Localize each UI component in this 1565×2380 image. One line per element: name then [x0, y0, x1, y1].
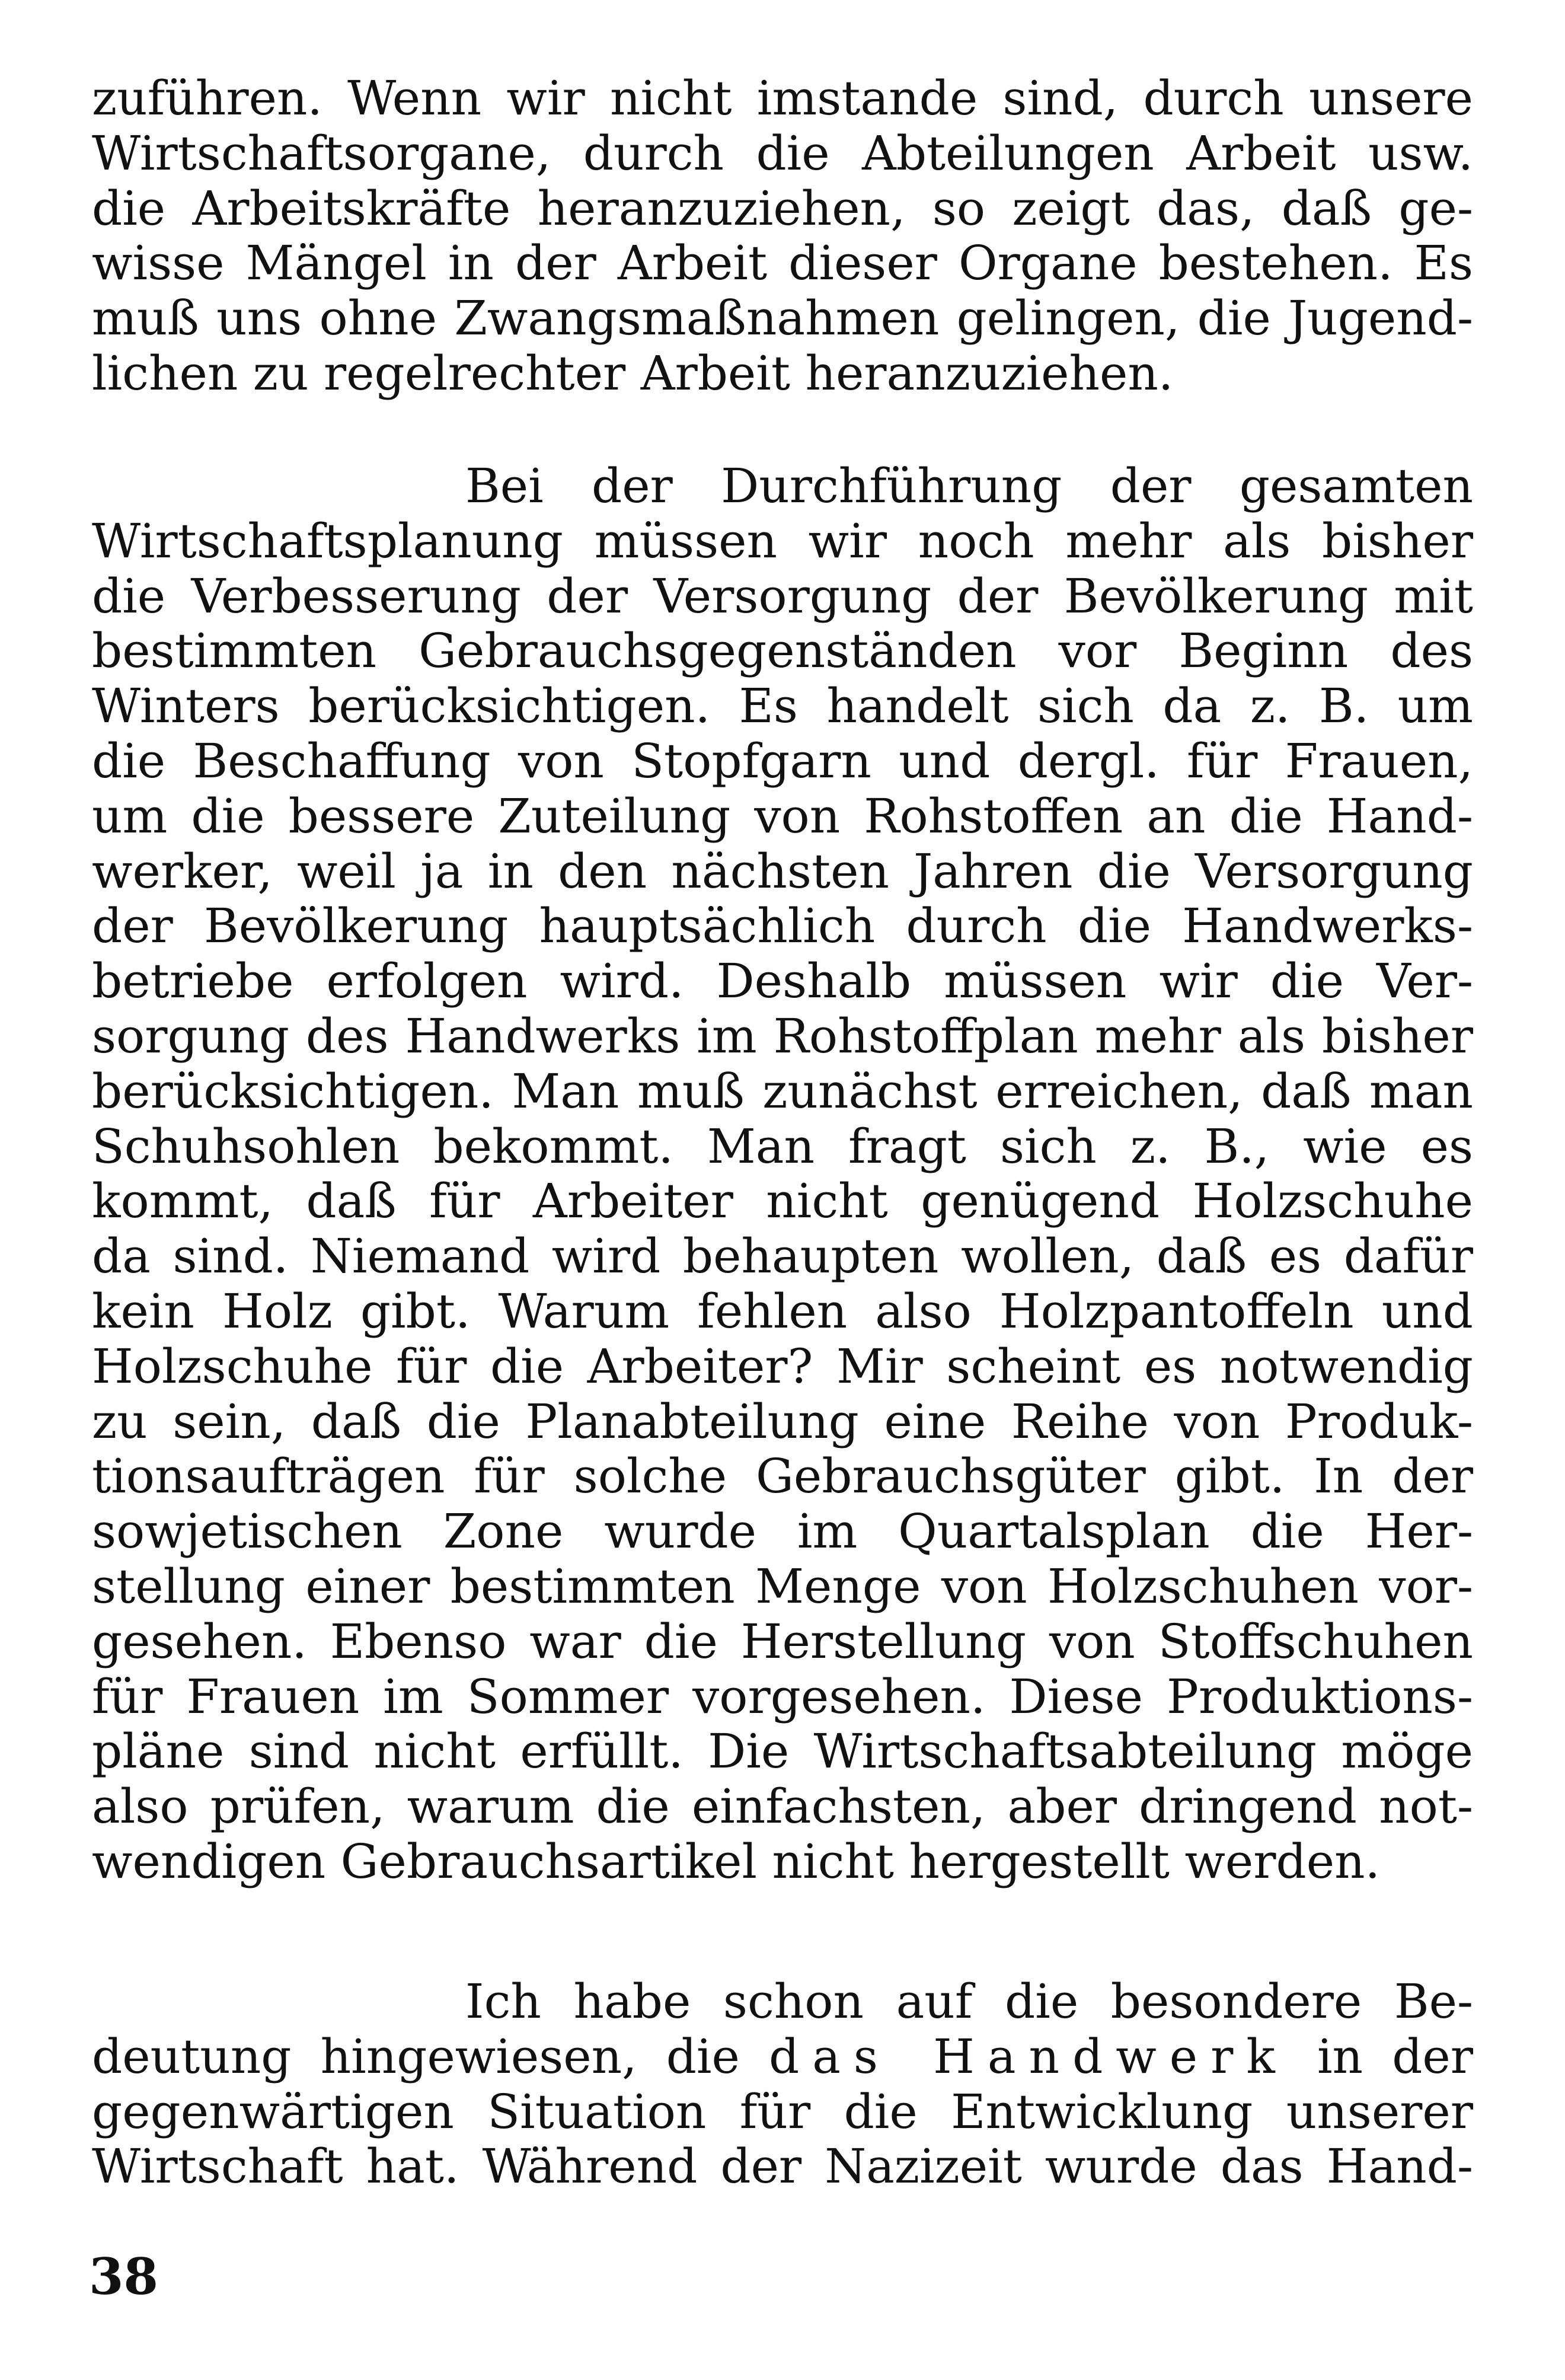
text-line: der Bevölkerung hauptsächlich durch die Handwerks-: [92, 898, 1473, 954]
text-segment: in der: [1288, 2028, 1474, 2084]
text-line: Ich habe schon auf die besondere Be-: [465, 1974, 1473, 2029]
text-line: werker, weil ja in den nächsten Jahren die Versorgung: [92, 843, 1473, 899]
text-line: gegenwärtigen Situation für die Entwicklung unserer: [92, 2084, 1473, 2139]
text-line: gesehen. Ebenso war die Herstellung von Stoffschuhen: [92, 1613, 1473, 1669]
text-line: sorgung des Handwerks im Rohstoffplan mehr als bisher: [92, 1008, 1473, 1064]
text-segment: deutung hingewiesen, die: [92, 2028, 769, 2084]
text-line: betriebe erfolgen wird. Deshalb müssen wir die Ver-: [92, 953, 1473, 1009]
text-line: also prüfen, warum die einfachsten, aber dringend not-: [92, 1779, 1473, 1835]
text-line: Schuhsohlen bekommt. Man fragt sich z. B., wie es: [92, 1118, 1473, 1174]
text-line: [92, 2030, 1473, 2085]
text-line: kein Holz gibt. Warum fehlen also Holzpantoffeln und: [92, 1283, 1473, 1339]
text-line: Bei der Durchführung der gesamten: [465, 458, 1473, 513]
text-line: lichen zu regelrechter Arbeit heranzuziehen.: [92, 345, 1174, 401]
text-line: berücksichtigen. Man muß zunächst erreichen, daß man: [92, 1063, 1473, 1119]
text-line: Wirtschaftsorgane, durch die Abteilungen Arbeit usw.: [92, 125, 1473, 181]
text-line: die Beschaffung von Stopfgarn und dergl. für Frauen,: [92, 733, 1473, 789]
text-line: bestimmten Gebrauchsgegenständen vor Beginn des: [92, 623, 1473, 679]
text-line: zu sein, daß die Planabteilung eine Reihe von Produk-: [92, 1393, 1473, 1449]
text-line: die Arbeitskräfte heranzuziehen, so zeigt das, daß ge-: [92, 180, 1473, 236]
text-line: Wirtschaftsplanung müssen wir noch mehr als bisher: [92, 513, 1473, 569]
text-line: wisse Mängel in der Arbeit dieser Organe bestehen. Es: [92, 235, 1473, 291]
page-number: 38: [89, 2247, 158, 2306]
emphasized-term: das Handwerk: [768, 2028, 1288, 2084]
text-line: die Verbesserung der Versorgung der Bevölkerung mit: [92, 568, 1473, 624]
paragraph-2: [92, 459, 1473, 1890]
paragraph-1: [92, 71, 1473, 401]
text-line: kommt, daß für Arbeiter nicht genügend Holzschuhe: [92, 1173, 1473, 1229]
text-line: für Frauen im Sommer vorgesehen. Diese Produktions-: [92, 1668, 1473, 1724]
text-line: pläne sind nicht erfüllt. Die Wirtschaftsabteilung möge: [92, 1724, 1473, 1779]
text-line: Wirtschaft hat. Während der Nazizeit wurde das Hand-: [92, 2139, 1473, 2194]
text-line: um die bessere Zuteilung von Rohstoffen an die Hand-: [92, 788, 1473, 844]
text-line: zuführen. Wenn wir nicht imstande sind, durch unsere: [92, 71, 1473, 126]
text-line: muß uns ohne Zwangsmaßnahmen gelingen, die Jugend-: [92, 291, 1473, 346]
text-line: wendigen Gebrauchsartikel nicht hergestellt werden.: [92, 1833, 1381, 1889]
text-line: tionsaufträgen für solche Gebrauchsgüter gibt. In der: [92, 1449, 1473, 1504]
text-line: stellung einer bestimmten Menge von Holzschuhen vor-: [92, 1558, 1473, 1614]
paragraph-3: [92, 1974, 1473, 2194]
text-line: sowjetischen Zone wurde im Quartalsplan die Her-: [92, 1504, 1473, 1559]
text-line: Winters berücksichtigen. Es handelt sich da z. B. um: [92, 678, 1473, 734]
text-line: da sind. Niemand wird behaupten wollen, daß es dafür: [92, 1229, 1473, 1284]
text-line: Holzschuhe für die Arbeiter? Mir scheint es notwendig: [92, 1338, 1473, 1394]
